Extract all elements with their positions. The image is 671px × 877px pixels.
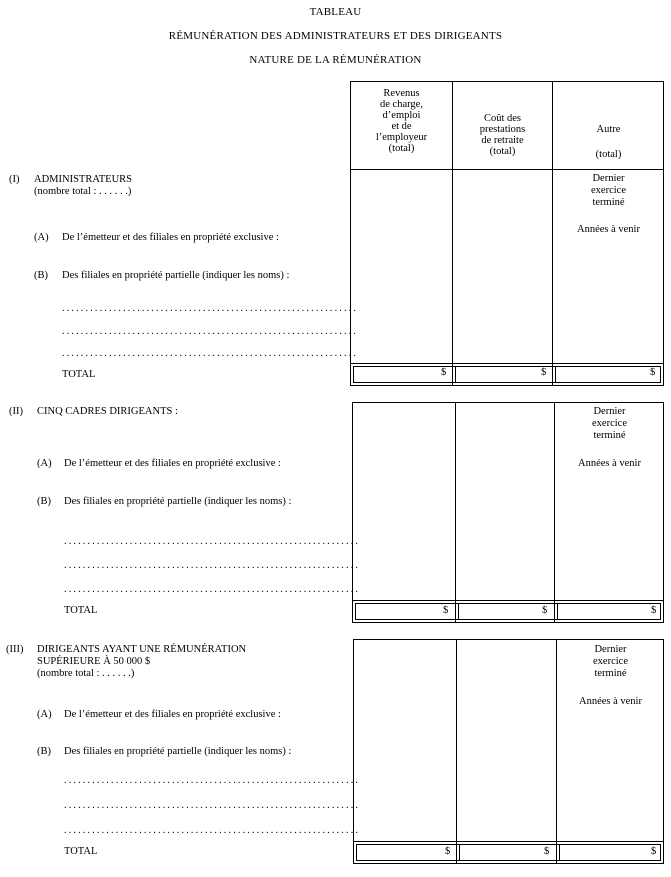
section-1-a-text: De l’émetteur et des filiales en propriété exclusive : (62, 232, 279, 243)
total-dollar-col3: $ (651, 605, 657, 616)
section-1-b-number: (B) (34, 270, 48, 281)
section-3-count: (nombre total : . . . . . .) (37, 668, 135, 679)
column-header-autre-total: (total) (595, 149, 622, 160)
fill-line[interactable]: ............................................................... (62, 348, 359, 359)
section-3-total-label: TOTAL (64, 846, 98, 857)
side-note-dernier-exercice: Dernier exercice terminé (592, 406, 627, 441)
column-header-autre: Autre (596, 124, 621, 135)
total-dollar-col1: $ (443, 605, 449, 616)
section-2-title: CINQ CADRES DIRIGEANTS : (37, 406, 178, 417)
section-3-a-number: (A) (37, 709, 52, 720)
section-1-count: (nombre total : . . . . . .) (34, 186, 132, 197)
total-dollar-col2: $ (541, 367, 547, 378)
fill-line[interactable]: ............................................................... (64, 800, 361, 811)
total-dollar-col1: $ (445, 846, 451, 857)
section-1-total-label: TOTAL (62, 369, 96, 380)
total-dollar-col2: $ (542, 605, 548, 616)
section-2-b-text: Des filiales en propriété partielle (indiquer les noms) : (64, 496, 292, 507)
section-3-b-text: Des filiales en propriété partielle (indiquer les noms) : (64, 746, 292, 757)
fill-line[interactable]: ............................................................... (64, 584, 361, 595)
section-3-b-number: (B) (37, 746, 51, 757)
side-note-annees-a-venir: Années à venir (577, 224, 640, 235)
section-2-total-label: TOTAL (64, 605, 98, 616)
section-2-b-number: (B) (37, 496, 51, 507)
total-dollar-col1: $ (441, 367, 447, 378)
section-3-a-text: De l’émetteur et des filiales en propriété exclusive : (64, 709, 281, 720)
fill-line[interactable]: ............................................................... (64, 536, 361, 547)
section-1-number: (I) (9, 174, 20, 185)
side-note-annees-a-venir: Années à venir (579, 696, 642, 707)
total-dollar-col2: $ (544, 846, 550, 857)
side-note-annees-a-venir: Années à venir (578, 458, 641, 469)
side-note-dernier-exercice: Dernier exercice terminé (593, 644, 628, 679)
fill-line[interactable]: ............................................................... (64, 560, 361, 571)
document-subtitle-nature: NATURE DE LA RÉMUNÉRATION (249, 54, 422, 66)
section-2-number: (II) (9, 406, 23, 417)
section-3-title: DIRIGEANTS AYANT UNE RÉMUNÉRATION (37, 644, 247, 655)
document-title: TABLEAU (309, 6, 362, 18)
total-dollar-col3: $ (651, 846, 657, 857)
document-subtitle-remuneration: RÉMUNÉRATION DES ADMINISTRATEURS ET DES DIRIGEANTS (168, 30, 503, 42)
fill-line[interactable]: ............................................................... (64, 825, 361, 836)
section-2-a-number: (A) (37, 458, 52, 469)
fill-line[interactable]: ............................................................... (64, 775, 361, 786)
column-header-cout-prestations: Coût des prestations de retraite (total) (479, 113, 526, 157)
section-3-title-line2: SUPÉRIEURE À 50 000 $ (37, 656, 151, 667)
fill-line[interactable]: ............................................................... (62, 326, 359, 337)
total-dollar-col3: $ (650, 367, 656, 378)
section-2-a-text: De l’émetteur et des filiales en propriété exclusive : (64, 458, 281, 469)
section-1-a-number: (A) (34, 232, 49, 243)
section-1-b-text: Des filiales en propriété partielle (indiquer les noms) : (62, 270, 290, 281)
section-3-number: (III) (6, 644, 24, 655)
fill-line[interactable]: ............................................................... (62, 303, 359, 314)
section-1-title: ADMINISTRATEURS (34, 174, 133, 185)
side-note-dernier-exercice: Dernier exercice terminé (591, 173, 626, 208)
column-header-revenus: Revenus de charge, d’emploi et de l’employeur (total) (375, 88, 428, 154)
